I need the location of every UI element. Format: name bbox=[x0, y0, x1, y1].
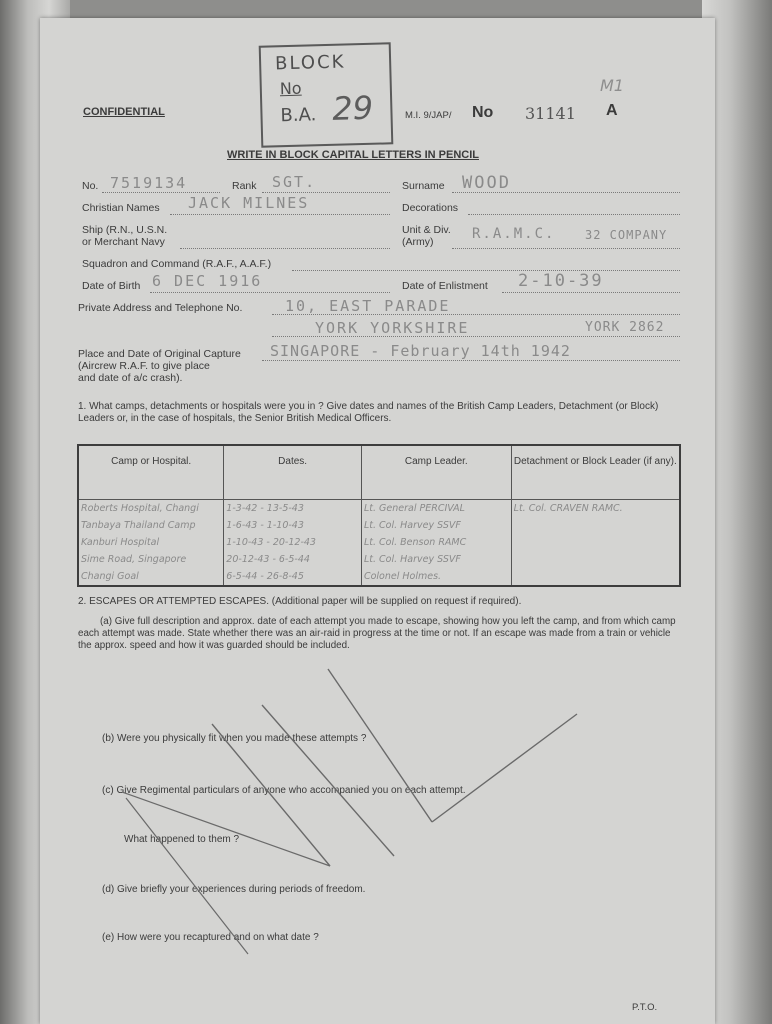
pto-label: P.T.O. bbox=[632, 1002, 658, 1013]
cell-dates: 1-6-43 - 1-10-43 bbox=[224, 517, 362, 534]
col-header-camp: Camp or Hospital. bbox=[78, 445, 224, 500]
question-2-title: 2. ESCAPES OR ATTEMPTED ESCAPES. (Additional paper will be supplied on request if required). bbox=[78, 596, 522, 607]
pencil-strike-lines bbox=[40, 18, 715, 1024]
capture-label-1: Place and Date of Original Capture bbox=[78, 348, 241, 360]
question-2d: (d) Give briefly your experiences during periods of freedom. bbox=[102, 884, 366, 895]
question-2a: (a) Give full description and approx. date of each attempt you made to escape, showing how you left the camp, and from which camp each attempt was made. State whether there was an air-raid in progress at the time or not. If an escape was made from a train or vehicle the approx. speed and how it was guarded should be included. bbox=[78, 616, 676, 651]
address-label: Private Address and Telephone No. bbox=[78, 302, 243, 314]
rank-label: Rank bbox=[232, 180, 257, 192]
cell-camp: Kanburi Hospital bbox=[78, 534, 224, 551]
question-1-text: 1. What camps, detachments or hospitals were you in ? Give dates and names of the British Camp Leaders, Detachment (or Block) Leaders or, in the case of hospitals, the Senior British Medical Officers. bbox=[78, 401, 659, 424]
cell-leader: Lt. Col. Harvey SSVF bbox=[361, 517, 511, 534]
number-label: No bbox=[472, 104, 494, 121]
surname-label: Surname bbox=[402, 180, 445, 192]
address-line-1: 10, EAST PARADE bbox=[285, 297, 451, 315]
unit-label-1: Unit & Div. bbox=[402, 224, 451, 236]
cell-dates: 1-3-42 - 13-5-43 bbox=[224, 500, 362, 518]
enlistment-label: Date of Enlistment bbox=[402, 280, 488, 292]
squadron-label: Squadron and Command (R.A.F., A.A.F.) bbox=[82, 258, 272, 270]
stamp-line-3: B.A. bbox=[280, 104, 317, 127]
cell-leader: Lt. General PERCIVAL bbox=[361, 500, 511, 518]
question-2b: (b) Were you physically fit when you made these attempts ? bbox=[102, 733, 367, 744]
stamp-number: 29 bbox=[331, 88, 374, 128]
rank-value: SGT. bbox=[272, 173, 317, 191]
christian-names-value: JACK MILNES bbox=[188, 194, 310, 212]
serial-suffix: A bbox=[606, 102, 618, 119]
christian-names-label: Christian Names bbox=[82, 202, 160, 214]
dob-value: 6 DEC 1916 bbox=[152, 272, 263, 290]
serial-number: 31141 bbox=[525, 104, 576, 123]
capture-label-2: (Aircrew R.A.F. to give place bbox=[78, 360, 210, 372]
telephone-value: YORK 2862 bbox=[585, 320, 665, 335]
unit-value: R.A.M.C. bbox=[472, 226, 556, 242]
cell-camp: Sime Road, Singapore bbox=[78, 551, 224, 568]
cell-dates: 6-5-44 - 26-8-45 bbox=[224, 568, 362, 586]
capture-value: SINGAPORE - February 14th 1942 bbox=[270, 342, 571, 360]
cell-detachment: Lt. Col. CRAVEN RAMC. bbox=[511, 500, 680, 518]
stamp-line-2: No bbox=[279, 78, 302, 99]
cell-dates: 1-10-43 - 20-12-43 bbox=[224, 534, 362, 551]
col-header-dates: Dates. bbox=[224, 445, 362, 500]
surname-value: WOOD bbox=[462, 173, 511, 193]
cell-camp: Roberts Hospital, Changi bbox=[78, 500, 224, 518]
cell-dates: 20-12-43 - 6-5-44 bbox=[224, 551, 362, 568]
question-2c: (c) Give Regimental particulars of anyone who accompanied you on each attempt. bbox=[102, 785, 466, 796]
unit-company: 32 COMPANY bbox=[585, 228, 668, 242]
confidential-label: CONFIDENTIAL bbox=[83, 106, 165, 118]
unit-label-2: (Army) bbox=[402, 236, 434, 248]
cell-leader: Lt. Col. Benson RAMC bbox=[361, 534, 511, 551]
stamp-line-1: BLOCK bbox=[274, 51, 346, 75]
decorations-label: Decorations bbox=[402, 202, 459, 214]
document-page bbox=[40, 18, 715, 1024]
enlistment-value: 2-10-39 bbox=[518, 271, 604, 291]
service-number: 7519134 bbox=[110, 174, 188, 192]
form-reference: M.I. 9/JAP/ bbox=[405, 110, 452, 121]
col-header-leader: Camp Leader. bbox=[361, 445, 511, 500]
capture-label-3: and date of a/c crash). bbox=[78, 372, 183, 384]
cell-camp: Changi Goal bbox=[78, 568, 224, 586]
no-label: No. bbox=[82, 180, 99, 192]
address-line-2: YORK YORKSHIRE bbox=[315, 319, 470, 337]
ship-label-2: or Merchant Navy bbox=[82, 236, 165, 248]
instruction-heading: WRITE IN BLOCK CAPITAL LETTERS IN PENCIL bbox=[227, 149, 479, 161]
col-header-detachment: Detachment or Block Leader (if any). bbox=[511, 445, 680, 500]
cell-leader: Lt. Col. Harvey SSVF bbox=[361, 551, 511, 568]
cell-camp: Tanbaya Thailand Camp bbox=[78, 517, 224, 534]
question-2e: (e) How were you recaptured and on what date ? bbox=[102, 932, 319, 943]
question-2c-followup: What happened to them ? bbox=[124, 834, 240, 845]
dob-label: Date of Birth bbox=[82, 280, 141, 292]
corner-handwritten-mark: M1 bbox=[600, 76, 624, 95]
cell-leader: Colonel Holmes. bbox=[361, 568, 511, 586]
ship-label-1: Ship (R.N., U.S.N. bbox=[82, 224, 168, 236]
